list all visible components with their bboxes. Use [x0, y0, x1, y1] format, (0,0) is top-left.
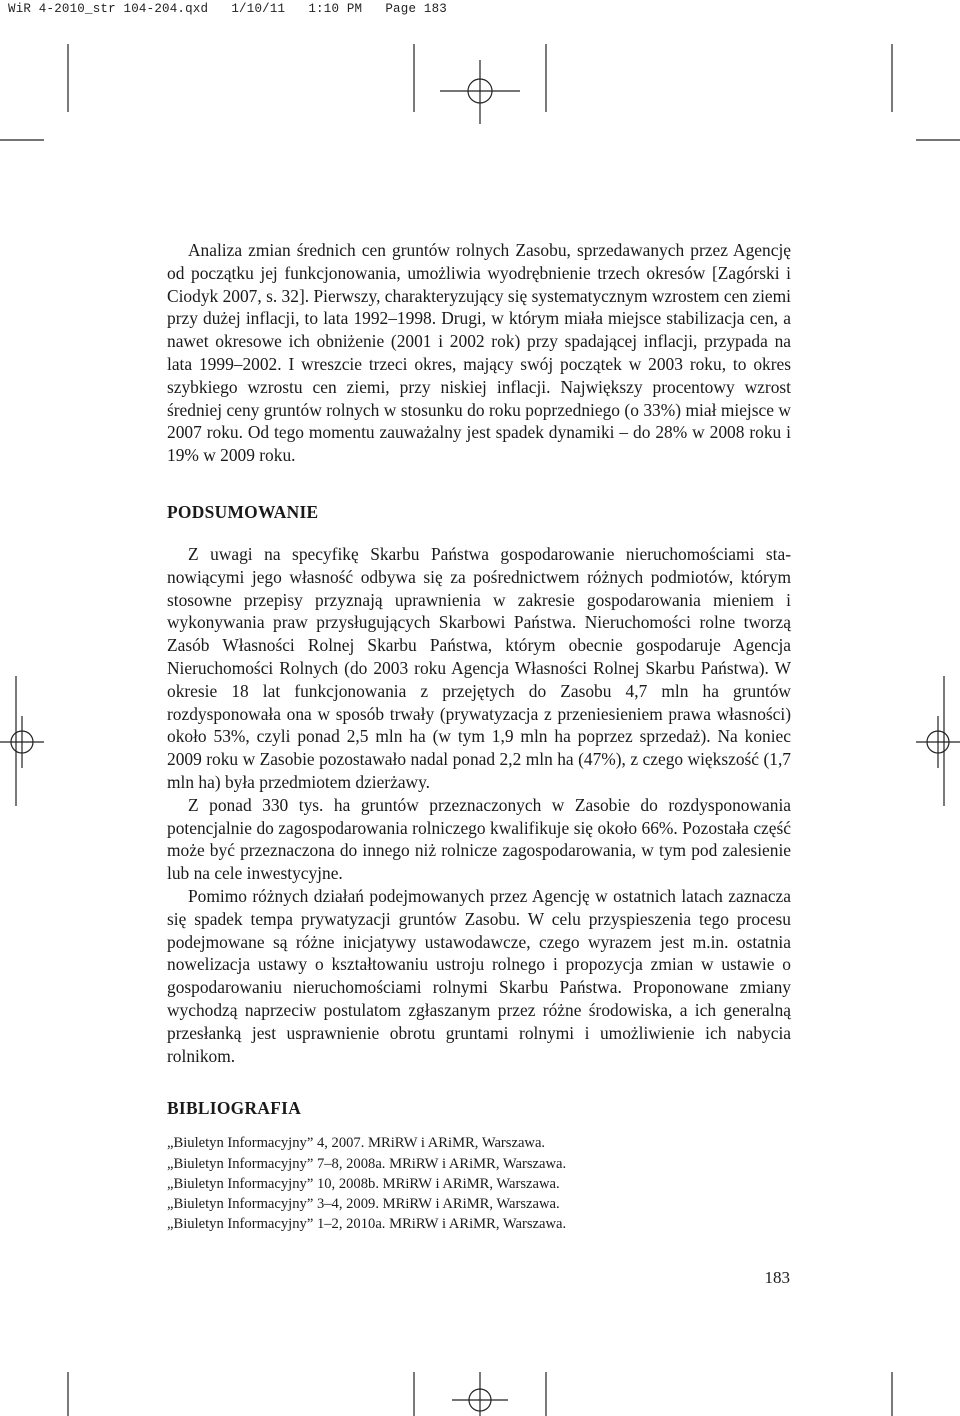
bibliography-entry: „Biuletyn Informacyjny” 4, 2007. MRiRW i ARiMR, Warszawa.	[167, 1135, 546, 1152]
page-number: 183	[764, 1268, 790, 1287]
file-slug: WiR 4-2010_str 104-204.qxd 1/10/11 1:10 PM Page 183	[8, 2, 447, 16]
bibliography-entry: „Biuletyn Informacyjny” 7–8, 2008a. MRiRW i ARiMR, Warszawa.	[167, 1155, 567, 1172]
summary-paragraph: Z uwagi na specyfikę Skarbu Państwa gospodarowanie nieruchomościami stanowiącymi jego własność odbywa się za pośrednictwem różnych podmiotów, którym stosowne przepisy przyznają uprawnienia w zakresie gospodarowania mieniem i wykonywania praw przysługujących Skarbowi Państwa. Nieruchomości rolne tworzą Zasób Własności Rolnej Skarbu Państwa, którym obecnie gospodaruje Agencja Nieruchomości Rolnych (do 2003 roku Agencja Własności Rolnej Skarbu Państwa). W okresie 18 lat funkcjonowania z przejętych do Zasobu 4,7 mln ha gruntów rozdysponowała ona w sposób trwały (prywatyzacja z przeniesieniem prawa własności) około 53%, czyli ponad 2,5 mln ha (w tym 1,9 mln ha poprzez sprzedaż). Na koniec 2009 roku w Zasobie pozostawało nadal ponad 2,2 mln ha (47%), z czego większość (1,7 mln ha) była przedmiotem dzierżawy.	[167, 543, 791, 792]
article-body	[167, 239, 791, 1234]
intro-paragraph: Analiza zmian średnich cen gruntów rolnych Zasobu, sprzedawanych przez Agencję od początku jej funkcjonowania, umożliwia wyodrębnienie trzech okresów [Zagórski i Ciodyk 2007, s. 32]. Pierwszy, charakteryzujący się systematycznym wzrostem cen ziemi przy dużej inflacji, to lata 1992–1998. Drugi, w którym miała miejsce stabilizacja cen, a nawet okresowe ich obniżenie (2001 i 2002 rok) przy spadającej inflacji, przypada na lata 1999–2002. I wreszcie trzeci okres, mający swój początek w 2003 roku, to okres szybkiego wzrostu cen ziemi, przy niskiej inflacji. Największy procentowy wzrost średniej ceny gruntów rolnych w stosunku do roku poprzedniego (o 33%) miał miejsce w 2007 roku. Od tego momentu zauważalny jest spadek dynamiki – do 28% w 2008 roku i 19% w 2009 roku.	[167, 240, 791, 466]
bibliography-entry: „Biuletyn Informacyjny” 3–4, 2009. MRiRW i ARiMR, Warszawa.	[167, 1195, 560, 1212]
summary-paragraph: Pomimo różnych działań podejmowanych przez Agencję w ostatnich latach zaznacza się spadek tempa prywatyzacji gruntów Zasobu. W celu przyspieszenia tego procesu podejmowane są różne inicjatywy ustawodawcze, czego wyrazem jest m.in. ostatnia nowelizacja ustawy o kształtowaniu ustroju rolnego i propozycja zmian w ustawie o gospodarowaniu nieruchomościami rolnymi Skarbu Państwa. Proponowane zmiany wychodzą naprzeciw postulatom zgłaszanym przez różne środowiska, a ich generalną przesłanką jest usprawnienie obrotu gruntami rolnymi i umożliwienie ich nabycia rolnikom.	[167, 885, 791, 1066]
bibliography-entry: „Biuletyn Informacyjny” 10, 2008b. MRiRW i ARiMR, Warszawa.	[167, 1175, 560, 1192]
bibliography-heading: BIBLIOGRAFIA	[167, 1098, 302, 1119]
bibliography-entry: „Biuletyn Informacyjny” 1–2, 2010a. MRiRW i ARiMR, Warszawa.	[167, 1216, 567, 1233]
summary-paragraph: Z ponad 330 tys. ha gruntów przeznaczonych w Zasobie do rozdysponowania potencjalnie do zagospodarowania rolniczego kwalifikuje się około 66%. Pozostała część może być przeznaczona do innego niż rolnicze zagospodarowania, w tym pod zalesienie lub na cele inwestycyjne.	[167, 794, 791, 884]
summary-heading: PODSUMOWANIE	[167, 501, 319, 522]
bibliography-list	[167, 1133, 791, 1234]
